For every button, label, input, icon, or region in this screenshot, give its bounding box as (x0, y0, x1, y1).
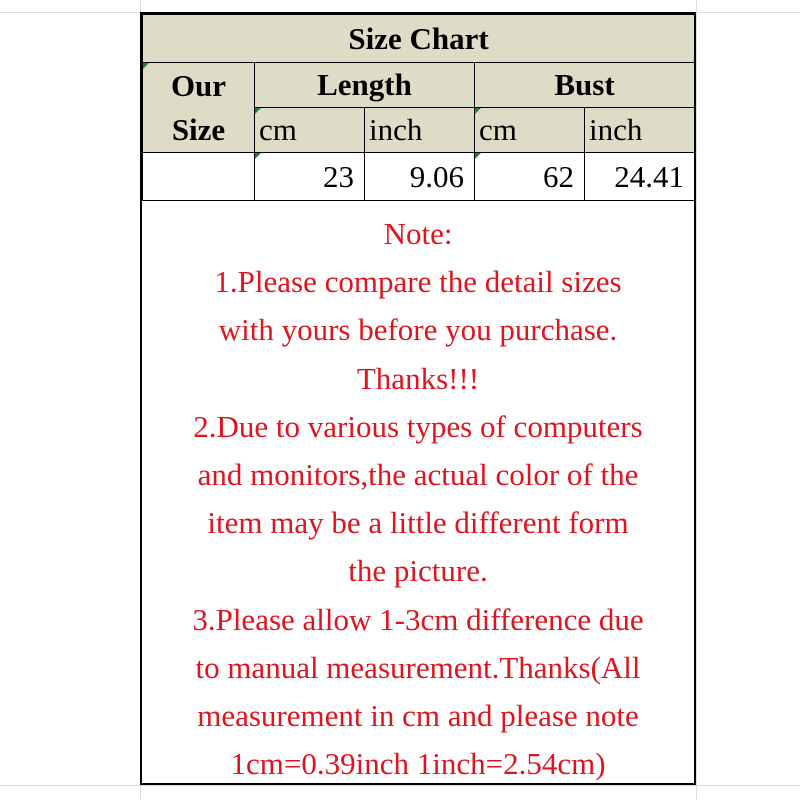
size-chart-sheet (140, 12, 696, 785)
table-row (143, 153, 695, 201)
note-line: 1.Please compare the detail sizes (214, 264, 622, 300)
length-inch-value: 9.06 (365, 153, 475, 201)
notes-block (142, 210, 694, 788)
note-line: measurement in cm and please note (197, 698, 639, 734)
size-chart-table (142, 14, 695, 201)
our-size-line2: Size (171, 111, 226, 147)
table-title: Size Chart (143, 15, 695, 63)
note-line: 1cm=0.39inch 1inch=2.54cm) (230, 746, 606, 782)
note-line: 2.Due to various types of computers (193, 408, 643, 444)
length-inch-unit: inch (365, 108, 475, 153)
bust-cm-unit: cm (475, 108, 585, 153)
note-line: the picture. (348, 553, 488, 589)
bust-cm-value: 62 (475, 153, 585, 201)
note-line: Thanks!!! (356, 360, 480, 396)
grid-line (696, 0, 697, 800)
note-heading: Note: (383, 216, 453, 251)
length-cm-value: 23 (255, 153, 365, 201)
note-line: to manual measurement.Thanks(All (195, 649, 641, 685)
note-line: 3.Please allow 1-3cm difference due (192, 601, 644, 637)
note-line: and monitors,the actual color of the (197, 457, 639, 493)
our-size-header (143, 63, 255, 153)
note-line: item may be a little different form (207, 505, 629, 541)
note-line: with yours before you purchase. (218, 312, 618, 348)
length-cm-unit: cm (255, 108, 365, 153)
bust-inch-value: 24.41 (585, 153, 695, 201)
our-size-line1: Our (170, 67, 227, 103)
bust-header: Bust (475, 63, 695, 108)
length-header: Length (255, 63, 475, 108)
size-value (143, 153, 255, 201)
bust-inch-unit: inch (585, 108, 695, 153)
